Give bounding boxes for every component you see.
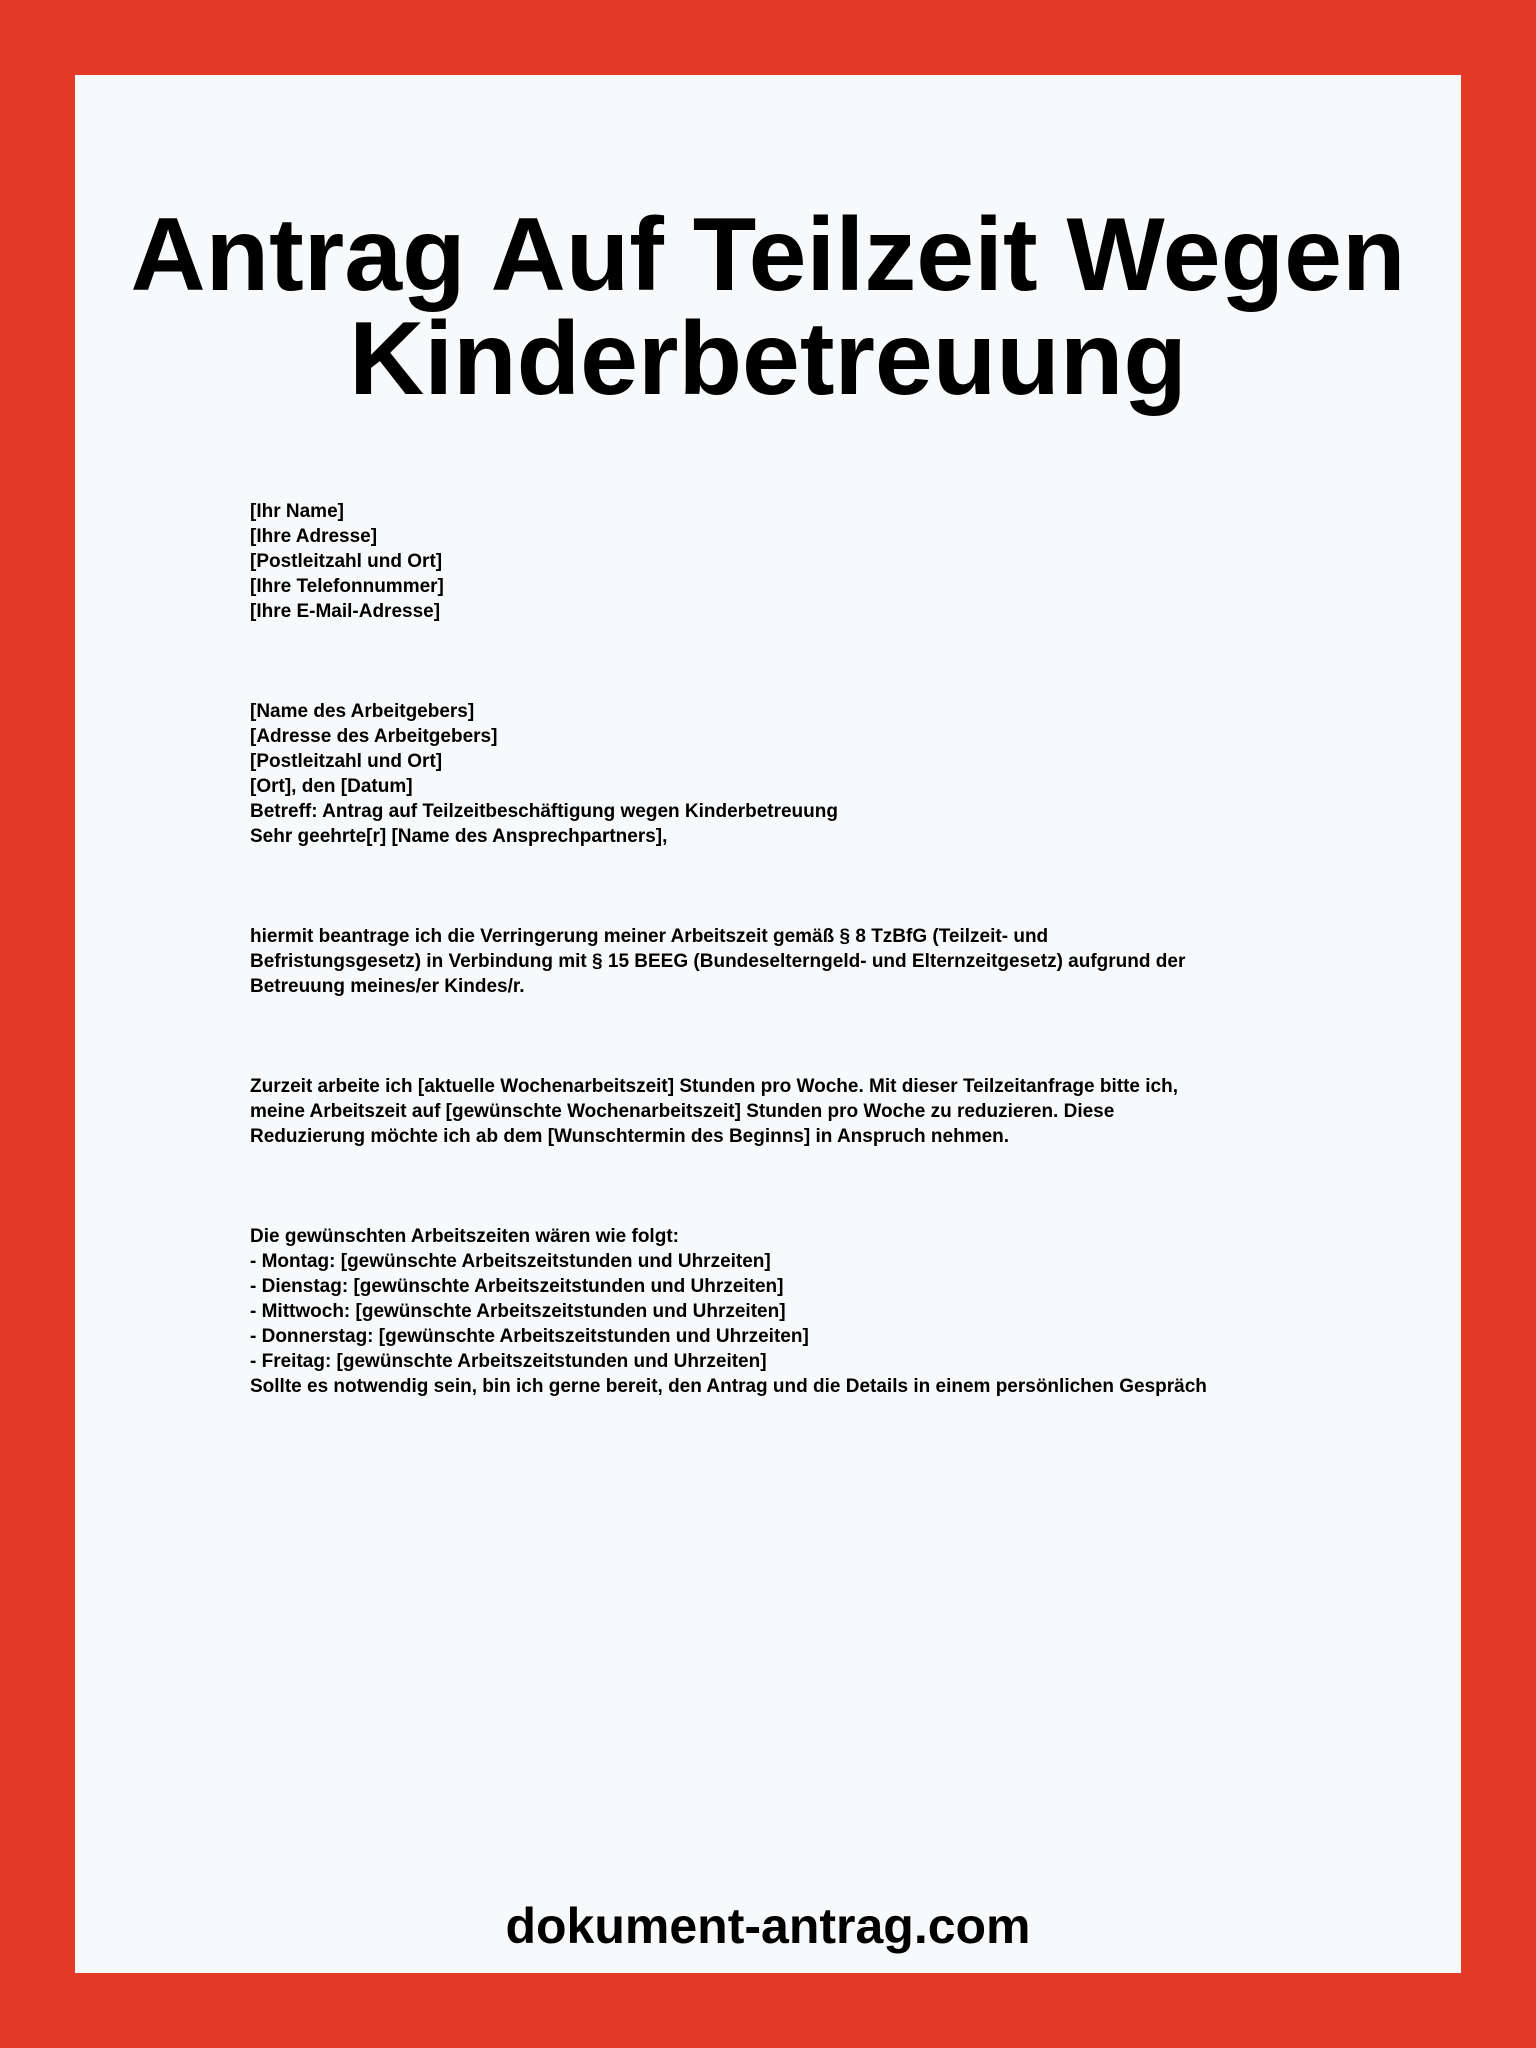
sender-name: [Ihr Name] [250,501,344,522]
paragraph-line: Reduzierung möchte ich ab dem [Wunschtermin des Beginns] in Anspruch nehmen. [250,1126,1010,1147]
paragraph-hours [250,1074,1340,1149]
schedule-friday: - Freitag: [gewünschte Arbeitszeitstunden und Uhrzeiten] [250,1351,767,1372]
schedule-intro: Die gewünschten Arbeitszeiten wären wie folgt: [250,1226,679,1247]
schedule-monday: - Montag: [gewünschte Arbeitszeitstunden und Uhrzeiten] [250,1251,771,1272]
place-date: [Ort], den [Datum] [250,776,413,797]
paragraph-closing: Sollte es notwendig sein, bin ich gerne bereit, den Antrag und die Details in einem persönlichen Gespräch [250,1376,1207,1397]
recipient-street: [Adresse des Arbeitgebers] [250,726,498,747]
paragraph-line: meine Arbeitszeit auf [gewünschte Wochenarbeitszeit] Stunden pro Woche zu reduzieren. Diese [250,1101,1115,1122]
schedule-wednesday: - Mittwoch: [gewünschte Arbeitszeitstunden und Uhrzeiten] [250,1301,786,1322]
subject-line: Betreff: Antrag auf Teilzeitbeschäftigung wegen Kinderbetreuung [250,801,838,822]
sender-phone: [Ihre Telefonnummer] [250,576,444,597]
footer-website: dokument-antrag.com [505,1898,1031,1954]
title-line-1: Antrag Auf Teilzeit Wegen [130,197,1406,313]
sender-email: [Ihre E-Mail-Adresse] [250,601,441,622]
document-page [75,75,1461,1973]
recipient-city: [Postleitzahl und Ort] [250,751,443,772]
schedule-section [250,1224,1340,1374]
sender-street: [Ihre Adresse] [250,526,378,547]
paragraph-line: Zurzeit arbeite ich [aktuelle Wochenarbeitszeit] Stunden pro Woche. Mit dieser Teilzeitanfrage bitte ich, [250,1076,1179,1097]
schedule-thursday: - Donnerstag: [gewünschte Arbeitszeitstunden und Uhrzeiten] [250,1326,809,1347]
schedule-tuesday: - Dienstag: [gewünschte Arbeitszeitstunden und Uhrzeiten] [250,1276,784,1297]
salutation: Sehr geehrte[r] [Name des Ansprechpartners], [250,826,668,847]
paragraph-line: Betreuung meines/er Kindes/r. [250,976,525,997]
paragraph-line: Befristungsgesetz) in Verbindung mit § 15 BEEG (Bundeselterngeld- und Elternzeitgesetz) aufgrund der [250,951,1186,972]
document-title [75,197,1461,417]
paragraph-line: hiermit beantrage ich die Verringerung meiner Arbeitszeit gemäß § 8 TzBfG (Teilzeit- und [250,926,1049,947]
recipient-address [250,699,1340,774]
letter-body [250,499,1340,1399]
sender-address [250,499,1340,624]
paragraph-request [250,924,1340,999]
recipient-name: [Name des Arbeitgebers] [250,701,475,722]
title-line-2: Kinderbetreuung [349,301,1187,417]
sender-city: [Postleitzahl und Ort] [250,551,443,572]
